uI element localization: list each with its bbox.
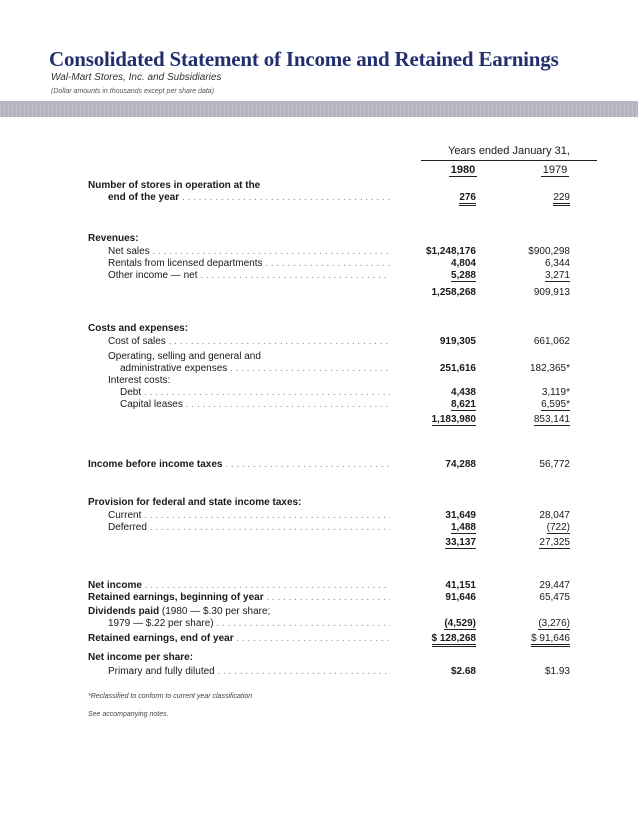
value-text: 27,325 [539, 537, 570, 548]
value-1980 [376, 270, 476, 281]
value-1979 [470, 459, 570, 470]
years-ended-header: Years ended January 31, [448, 145, 570, 157]
value-1980 [376, 537, 476, 548]
value-1979 [470, 580, 570, 591]
row-label [88, 606, 390, 617]
value-text: 74,288 [445, 459, 476, 470]
row-label: Other income — net . . . [108, 270, 390, 281]
value-text: 3,271 [544, 270, 570, 281]
value-text: 182,365* [529, 363, 570, 374]
value-1980 [376, 287, 476, 298]
value-1980 [376, 336, 476, 347]
column-year-1980 [418, 164, 508, 176]
value-1980 [376, 592, 476, 603]
statement-title: Consolidated Statement of Income and Retained Earnings [49, 47, 559, 71]
row-label: Current . . . [108, 510, 390, 521]
value-text: 1,258,268 [431, 287, 476, 298]
value-1979 [470, 633, 570, 644]
value-1980 [376, 633, 476, 644]
value-1980 [376, 246, 476, 257]
value-text: 909,913 [533, 287, 570, 298]
value-text: 8,621 [450, 399, 476, 410]
value-text: 56,772 [539, 459, 570, 470]
value-1980 [376, 387, 476, 398]
value-text: 29,447 [539, 580, 570, 591]
row-label: Retained earnings, beginning of year . . . [88, 592, 390, 603]
value-text: $2.68 [450, 666, 476, 677]
value-text: $1,248,176 [425, 246, 476, 257]
dividends-lead: Dividends paid [88, 606, 160, 617]
company-subtitle: Wal-Mart Stores, Inc. and Subsidiaries [51, 72, 222, 83]
value-1979 [470, 618, 570, 629]
value-1979 [470, 258, 570, 269]
value-1980 [376, 618, 476, 629]
value-text: 65,475 [539, 592, 570, 603]
value-1980 [376, 414, 476, 425]
value-text: 33,137 [445, 537, 476, 548]
value-text: (4,529) [444, 618, 476, 629]
row-label: Income before income taxes . . . [88, 459, 390, 470]
header-rule [421, 160, 597, 161]
value-1980 [376, 258, 476, 269]
value-text: 1,488 [450, 522, 476, 533]
value-1979 [470, 246, 570, 257]
footnote-see-notes: See accompanying notes. [88, 711, 169, 718]
value-text: 661,062 [533, 336, 570, 347]
row-label: Debt . . . [120, 387, 390, 398]
row-label: Cost of sales . . . [108, 336, 390, 347]
value-text: 4,804 [450, 258, 476, 269]
value-1979 [470, 363, 570, 374]
year-1979-label: 1979 [542, 164, 568, 176]
value-text: 6,595* [541, 399, 570, 410]
column-year-1979 [510, 164, 600, 176]
row-label: Revenues: [88, 233, 139, 244]
row-label: Provision for federal and state income taxes: [88, 497, 302, 508]
value-text: 919,305 [439, 336, 476, 347]
row-label: Primary and fully diluted . . . [108, 666, 390, 677]
row-label: Net income . . . [88, 580, 390, 591]
value-text: $ 128,268 [432, 633, 477, 647]
value-1979 [470, 522, 570, 533]
value-text: 6,344 [544, 258, 570, 269]
value-1979 [470, 592, 570, 603]
value-1980 [376, 510, 476, 521]
value-text: 3,119* [541, 387, 570, 398]
row-label: Net sales . . . [108, 246, 390, 257]
value-text: 28,047 [539, 510, 570, 521]
row-label: Interest costs: [108, 375, 171, 386]
value-1979 [470, 192, 570, 203]
value-text: (722) [546, 522, 570, 533]
value-1980 [376, 522, 476, 533]
row-label: 1979 — $.22 per share) . . . [108, 618, 390, 629]
value-1979 [470, 287, 570, 298]
value-text: $900,298 [528, 246, 570, 257]
value-1980 [376, 192, 476, 203]
value-1980 [376, 399, 476, 410]
row-label: Costs and expenses: [88, 323, 189, 334]
value-text: $1.93 [544, 666, 570, 677]
row-label: end of the year . . . [108, 192, 390, 203]
decorative-band [0, 101, 638, 117]
row-label: Deferred . . . [108, 522, 390, 533]
value-1980 [376, 580, 476, 591]
value-1979 [470, 336, 570, 347]
amounts-note: (Dollar amounts in thousands except per share data) [51, 88, 215, 95]
row-label: Number of stores in operation at the [88, 180, 261, 191]
value-text: 31,649 [445, 510, 476, 521]
value-1979 [470, 537, 570, 548]
row-label: Operating, selling and general and [108, 351, 261, 362]
row-label: Net income per share: [88, 652, 194, 663]
value-text: $ 91,646 [531, 633, 570, 647]
year-1980-label: 1980 [450, 164, 476, 176]
value-text: 276 [459, 192, 476, 206]
row-label: administrative expenses . . . [120, 363, 390, 374]
value-1979 [470, 270, 570, 281]
row-label: Capital leases . . . [120, 399, 390, 410]
row-label: Retained earnings, end of year . . . [88, 633, 390, 644]
value-1980 [376, 459, 476, 470]
value-1979 [470, 387, 570, 398]
value-text: 853,141 [533, 414, 570, 425]
dividends-detail: (1980 — $.30 per share; [159, 606, 271, 617]
value-1979 [470, 414, 570, 425]
value-text: 4,438 [450, 387, 476, 398]
value-1980 [376, 666, 476, 677]
value-1979 [470, 399, 570, 410]
row-label: Rentals from licensed departments . . . [108, 258, 390, 269]
value-1979 [470, 510, 570, 521]
value-text: 251,616 [439, 363, 476, 374]
footnote-reclassified: *Reclassified to conform to current year classification [88, 693, 253, 700]
value-1980 [376, 363, 476, 374]
value-text: 229 [553, 192, 570, 206]
value-text: 1,183,980 [431, 414, 476, 425]
value-text: 91,646 [445, 592, 476, 603]
value-1979 [470, 666, 570, 677]
value-text: (3,276) [538, 618, 570, 629]
value-text: 5,288 [450, 270, 476, 281]
value-text: 41,151 [445, 580, 476, 591]
